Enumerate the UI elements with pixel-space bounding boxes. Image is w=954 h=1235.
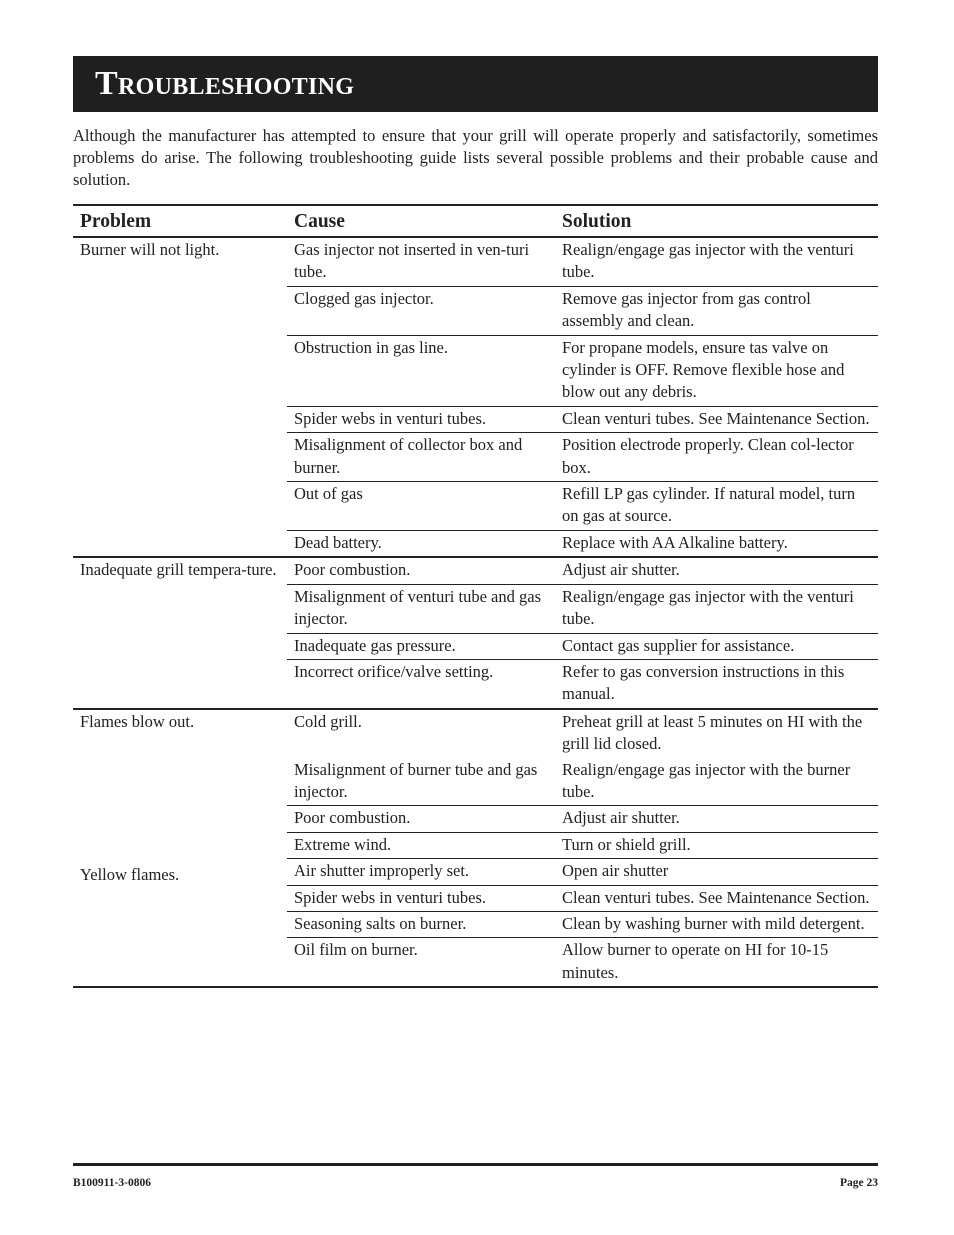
cause-cell: Misalignment of venturi tube and gas injector. <box>287 584 555 633</box>
header-cause: Cause <box>287 205 555 237</box>
cause-cell: Misalignment of collector box and burner. <box>287 433 555 482</box>
cause-cell: Misalignment of burner tube and gas injector. <box>287 758 555 806</box>
solution-cell: Refer to gas conversion instructions in this manual. <box>555 659 878 708</box>
solution-cell: Adjust air shutter. <box>555 806 878 832</box>
solution-cell: Realign/engage gas injector with the burner tube. <box>555 758 878 806</box>
header-problem: Problem <box>73 205 287 237</box>
cause-cell: Spider webs in venturi tubes. <box>287 406 555 432</box>
solution-cell: Adjust air shutter. <box>555 557 878 584</box>
footer-rule <box>73 1163 878 1166</box>
cause-cell: Incorrect orifice/valve setting. <box>287 659 555 708</box>
solution-cell: Realign/engage gas injector with the venturi tube. <box>555 584 878 633</box>
table-row <box>73 709 878 758</box>
header-solution: Solution <box>555 205 878 237</box>
intro-paragraph: Although the manufacturer has attempted to ensure that your grill will operate properly and satisfactorily, sometimes problems do arise. The following troubleshooting guide lists several possible problems and their probable cause and solution. <box>73 126 878 189</box>
problem-text: Burner will not light. <box>80 240 220 259</box>
cause-cell: Cold grill. <box>294 711 362 731</box>
solution-cell: Clean by washing burner with mild detergent. <box>555 911 878 937</box>
cause-cell: Gas injector not inserted in ven-turi tube. <box>287 237 555 286</box>
cause-cell: Clogged gas injector. <box>287 286 555 335</box>
solution-cell: Clean venturi tubes. See Maintenance Section. <box>555 885 878 911</box>
solution-cell: Position electrode properly. Clean col-lector box. <box>555 433 878 482</box>
cause-cell: Inadequate gas pressure. <box>287 633 555 659</box>
problem-cell <box>73 709 287 987</box>
footer-page-number: Page 23 <box>839 1177 878 1189</box>
problem-text: Flames blow out. <box>80 711 195 731</box>
cause-cell: Poor combustion. <box>287 557 555 584</box>
solution-cell: Clean venturi tubes. See Maintenance Section. <box>555 406 878 432</box>
page-title: Troubleshooting <box>95 65 355 102</box>
solution-cell: Turn or shield grill. <box>555 832 878 858</box>
troubleshooting-table <box>73 204 878 988</box>
cause-cell: Oil film on burner. <box>287 938 555 987</box>
cause-cell: Seasoning salts on burner. <box>287 911 555 937</box>
solution-cell: For propane models, ensure tas valve on cylinder is OFF. Remove flexible hose and blow out any debris. <box>555 335 878 406</box>
cause-cell: Poor combustion. <box>287 806 555 832</box>
cause-cell: Out of gas <box>287 482 555 531</box>
table-row <box>73 557 878 584</box>
problem-text: Inadequate grill tempera-ture. <box>80 560 277 580</box>
cause-cell: Obstruction in gas line. <box>287 335 555 406</box>
problem-cell <box>73 557 287 708</box>
solution-cell: Refill LP gas cylinder. If natural model, turn on gas at source. <box>555 482 878 531</box>
cause-cell: Spider webs in venturi tubes. <box>287 885 555 911</box>
solution-cell: Open air shutter <box>555 859 878 885</box>
cause-cell: Air shutter improperly set. <box>287 859 555 885</box>
cause-cell: Extreme wind. <box>287 832 555 858</box>
solution-cell: Realign/engage gas injector with the venturi tube. <box>555 237 878 286</box>
table-header-row <box>73 205 878 237</box>
solution-cell: Preheat grill at least 5 minutes on HI with the grill lid closed. <box>562 711 863 754</box>
footer-doc-id: B100911-3-0806 <box>73 1177 151 1189</box>
solution-cell: Replace with AA Alkaline battery. <box>555 530 878 557</box>
problem-text-secondary: Yellow flames. <box>80 865 180 885</box>
solution-cell: Allow burner to operate on HI for 10-15 minutes. <box>555 938 878 987</box>
title-bar <box>73 56 878 112</box>
table-row <box>73 237 878 286</box>
cause-cell: Dead battery. <box>287 530 555 557</box>
solution-cell: Contact gas supplier for assistance. <box>555 633 878 659</box>
solution-cell: Remove gas injector from gas control assembly and clean. <box>555 286 878 335</box>
problem-cell <box>73 237 287 557</box>
